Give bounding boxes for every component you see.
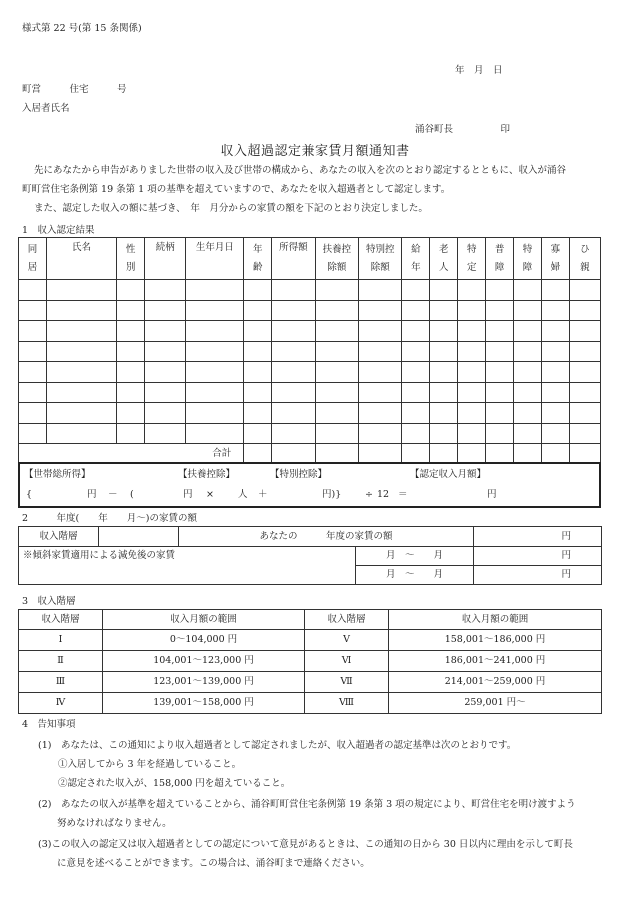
table-cell[interactable] — [315, 444, 358, 464]
table-cell[interactable] — [186, 300, 244, 321]
table-cell[interactable] — [315, 362, 358, 383]
table-cell[interactable] — [541, 280, 569, 301]
formula-divide: ÷ — [365, 489, 373, 500]
table-cell[interactable] — [486, 423, 514, 444]
household-income-label: 【世帯総所得】 — [24, 469, 91, 480]
section2-heading: 2 年度( 年 月～)の家賃の額 — [22, 513, 197, 524]
col-header: 氏名 — [46, 238, 116, 280]
table-cell[interactable] — [19, 280, 47, 301]
table-cell[interactable] — [19, 403, 47, 424]
class-cell: Ⅲ — [19, 672, 103, 693]
table-cell[interactable] — [272, 280, 315, 301]
table-cell[interactable] — [145, 403, 186, 424]
table-cell[interactable] — [514, 321, 542, 342]
table-cell[interactable] — [569, 403, 600, 424]
table-cell[interactable] — [569, 341, 600, 362]
col-header: 同 居 — [19, 238, 47, 280]
formula-times: × — [206, 489, 214, 500]
table-cell[interactable] — [145, 280, 186, 301]
table-cell[interactable] — [402, 382, 430, 403]
table-cell[interactable] — [458, 362, 486, 383]
formula-open: { — [26, 489, 33, 500]
table-cell[interactable] — [315, 280, 358, 301]
table-cell[interactable] — [272, 403, 315, 424]
range-cell: 123,001～139,000 円 — [103, 672, 305, 693]
table-cell[interactable] — [145, 382, 186, 403]
table-cell[interactable] — [541, 382, 569, 403]
range-cell: 158,001～186,000 円 — [389, 630, 602, 651]
table-cell[interactable] — [486, 341, 514, 362]
table-row — [19, 362, 601, 383]
table-cell[interactable] — [315, 423, 358, 444]
table-cell[interactable] — [359, 321, 402, 342]
range-cell: 186,001～241,000 円 — [389, 651, 602, 672]
table-cell[interactable] — [244, 423, 272, 444]
notice-item-3: (3)この収入の認定又は収入超過者としての認定について意見があるときは、この通知の日から 30 日以内に理由を示して町長 — [38, 839, 573, 850]
col-header: 所得額 — [272, 238, 315, 280]
table-cell[interactable] — [244, 444, 272, 464]
table-cell[interactable] — [186, 341, 244, 362]
col-header: 続柄 — [145, 238, 186, 280]
class-header: 収入階層 — [19, 610, 103, 630]
table-row — [19, 341, 601, 362]
table-cell[interactable] — [244, 321, 272, 342]
table-row — [19, 300, 601, 321]
formula-twelve: 12 — [377, 489, 390, 500]
table-cell[interactable] — [272, 300, 315, 321]
formula-equals: ＝ — [398, 489, 408, 500]
housing-address: 町営 住宅 号 — [22, 84, 127, 95]
table-cell[interactable] — [458, 321, 486, 342]
table-cell[interactable] — [541, 362, 569, 383]
table-cell[interactable] — [402, 362, 430, 383]
table-cell[interactable] — [46, 403, 116, 424]
table-cell[interactable] — [359, 444, 402, 464]
table-cell[interactable] — [359, 423, 402, 444]
income-class-table — [18, 609, 602, 714]
table-row — [19, 423, 601, 444]
table-cell[interactable] — [19, 341, 47, 362]
income-calculation-box — [18, 462, 601, 508]
formula-plus: ＋ — [258, 489, 268, 500]
period-2[interactable]: 月 ～ 月 — [356, 566, 474, 585]
table-cell[interactable] — [402, 444, 430, 464]
table-cell[interactable] — [46, 280, 116, 301]
class-cell: Ⅵ — [305, 651, 389, 672]
table-cell[interactable] — [430, 280, 458, 301]
table-cell[interactable] — [117, 341, 145, 362]
table-cell[interactable] — [569, 321, 600, 342]
table-cell[interactable] — [145, 300, 186, 321]
col-header: 普 障 — [486, 238, 514, 280]
period-2-yen[interactable]: 円 — [474, 566, 602, 585]
table-cell[interactable] — [402, 300, 430, 321]
table-cell[interactable] — [244, 382, 272, 403]
table-cell[interactable] — [46, 382, 116, 403]
range-header: 収入月額の範囲 — [103, 610, 305, 630]
table-cell[interactable] — [569, 382, 600, 403]
table-cell[interactable] — [402, 403, 430, 424]
form-number: 様式第 22 号(第 15 条関係) — [22, 23, 142, 34]
section3-heading: 3 収入階層 — [22, 596, 76, 607]
table-row — [19, 693, 602, 714]
notice-item-3-cont: に意見を述べることができます。この場合は、涌谷町まで連絡ください。 — [57, 858, 370, 869]
period-1-yen[interactable]: 円 — [474, 547, 602, 566]
table-cell[interactable] — [458, 300, 486, 321]
formula-yen1: 円 — [87, 489, 97, 500]
table-cell[interactable] — [486, 444, 514, 464]
formula-persons: 人 — [238, 489, 248, 500]
table-cell[interactable] — [458, 403, 486, 424]
table-cell[interactable] — [117, 403, 145, 424]
income-class-value[interactable] — [99, 527, 179, 547]
table-cell[interactable] — [458, 341, 486, 362]
table-cell[interactable] — [117, 280, 145, 301]
table-cell[interactable] — [430, 403, 458, 424]
table-cell[interactable] — [402, 423, 430, 444]
issue-date: 年 月 日 — [455, 65, 503, 76]
special-deduction-label: 【特別控除】 — [270, 469, 328, 480]
table-cell[interactable] — [514, 423, 542, 444]
class-cell: Ⅳ — [19, 693, 103, 714]
formula-paren: ( — [130, 489, 134, 500]
table-cell[interactable] — [117, 300, 145, 321]
table-cell[interactable] — [315, 382, 358, 403]
table-cell[interactable] — [19, 423, 47, 444]
table-cell[interactable] — [315, 321, 358, 342]
table-row — [19, 651, 602, 672]
table-cell[interactable] — [359, 341, 402, 362]
class-header: 収入階層 — [305, 610, 389, 630]
table-cell[interactable] — [46, 321, 116, 342]
table-cell[interactable] — [145, 321, 186, 342]
table-row — [19, 672, 602, 693]
table-cell[interactable] — [430, 321, 458, 342]
table-cell[interactable] — [145, 423, 186, 444]
section4-heading: 4 告知事項 — [22, 719, 76, 730]
table-cell[interactable] — [569, 280, 600, 301]
table-cell[interactable] — [117, 423, 145, 444]
col-header: 扶養控 除額 — [315, 238, 358, 280]
rent-row-main — [19, 527, 602, 547]
table-cell[interactable] — [272, 382, 315, 403]
table-cell[interactable] — [514, 403, 542, 424]
class-cell: Ⅴ — [305, 630, 389, 651]
table-cell[interactable] — [569, 423, 600, 444]
table-cell[interactable] — [244, 341, 272, 362]
class-table-header — [19, 610, 602, 630]
table-cell[interactable] — [458, 444, 486, 464]
table-cell[interactable] — [541, 341, 569, 362]
table-cell[interactable] — [244, 300, 272, 321]
total-label: 合計 — [19, 444, 244, 464]
table-cell[interactable] — [458, 382, 486, 403]
table-cell[interactable] — [486, 321, 514, 342]
table-cell[interactable] — [272, 362, 315, 383]
table-cell[interactable] — [430, 382, 458, 403]
table-cell[interactable] — [186, 382, 244, 403]
col-header: 性 別 — [117, 238, 145, 280]
notice-item-1-a: ①入居してから 3 年を経過していること。 — [58, 759, 242, 770]
intro-line-3: また、認定した収入の額に基づき、 年 月分からの家賃の額を下記のとおり決定しました。 — [34, 203, 428, 214]
range-header: 収入月額の範囲 — [389, 610, 602, 630]
rent-row-reduction-1 — [19, 547, 602, 566]
table-cell[interactable] — [569, 362, 600, 383]
table-cell[interactable] — [117, 321, 145, 342]
table-cell[interactable] — [359, 382, 402, 403]
col-header: ひ 親 — [569, 238, 600, 280]
income-table — [18, 237, 601, 464]
col-header: 年 齢 — [244, 238, 272, 280]
rent-yen[interactable]: 円 — [474, 527, 602, 547]
table-cell[interactable] — [19, 300, 47, 321]
table-cell[interactable] — [430, 444, 458, 464]
formula-yen3: 円)} — [322, 489, 342, 500]
range-cell: 104,001～123,000 円 — [103, 651, 305, 672]
table-cell[interactable] — [46, 300, 116, 321]
col-header: 特別控 除額 — [359, 238, 402, 280]
table-cell[interactable] — [430, 423, 458, 444]
class-cell: Ⅱ — [19, 651, 103, 672]
table-cell[interactable] — [458, 423, 486, 444]
table-cell[interactable] — [402, 321, 430, 342]
table-cell[interactable] — [359, 300, 402, 321]
table-cell[interactable] — [514, 444, 542, 464]
col-header: 給 年 — [402, 238, 430, 280]
table-cell[interactable] — [486, 300, 514, 321]
table-cell[interactable] — [359, 280, 402, 301]
table-cell[interactable] — [541, 403, 569, 424]
table-cell[interactable] — [145, 362, 186, 383]
reduction-label: ※傾斜家賃適用による減免後の家賃 — [19, 547, 356, 585]
table-cell[interactable] — [19, 362, 47, 383]
table-cell[interactable] — [244, 362, 272, 383]
range-cell: 214,001～259,000 円 — [389, 672, 602, 693]
table-cell[interactable] — [541, 444, 569, 464]
your-rent-label: あなたの 年度の家賃の額 — [179, 527, 474, 547]
period-1[interactable]: 月 ～ 月 — [356, 547, 474, 566]
formula-yen4: 円 — [487, 489, 497, 500]
table-cell[interactable] — [315, 341, 358, 362]
income-table-header — [19, 238, 601, 280]
table-cell[interactable] — [430, 341, 458, 362]
table-cell[interactable] — [541, 300, 569, 321]
table-cell[interactable] — [117, 382, 145, 403]
table-cell[interactable] — [514, 341, 542, 362]
table-cell[interactable] — [272, 321, 315, 342]
table-cell[interactable] — [315, 403, 358, 424]
recognized-income-label: 【認定収入月額】 — [410, 469, 487, 480]
table-cell[interactable] — [486, 382, 514, 403]
table-row — [19, 630, 602, 651]
table-cell[interactable] — [569, 444, 600, 464]
class-cell: Ⅷ — [305, 693, 389, 714]
class-cell: Ⅶ — [305, 672, 389, 693]
notice-item-2: (2) あなたの収入が基準を超えていることから、涌谷町町営住宅条例第 19 条第 3 項の規定により、町営住宅を明け渡すよう — [38, 799, 576, 810]
table-cell[interactable] — [430, 300, 458, 321]
table-cell[interactable] — [186, 362, 244, 383]
formula-yen2: 円 — [183, 489, 193, 500]
table-cell[interactable] — [117, 362, 145, 383]
table-cell[interactable] — [541, 423, 569, 444]
class-cell: Ⅰ — [19, 630, 103, 651]
col-header: 特 障 — [514, 238, 542, 280]
intro-line-2: 町町営住宅条例第 19 条第 1 項の基準を超えていますので、あなたを収入超過者として認定します。 — [22, 184, 451, 195]
table-cell[interactable] — [514, 300, 542, 321]
range-cell: 259,001 円～ — [389, 693, 602, 714]
table-cell[interactable] — [272, 341, 315, 362]
table-cell[interactable] — [272, 444, 315, 464]
table-cell[interactable] — [19, 321, 47, 342]
table-cell[interactable] — [569, 300, 600, 321]
table-cell[interactable] — [402, 341, 430, 362]
page-title: 収入超過認定兼家賃月額通知書 — [220, 144, 410, 159]
table-cell[interactable] — [244, 280, 272, 301]
notice-item-1-b: ②認定された収入が、158,000 円を超えていること。 — [58, 778, 291, 789]
table-cell[interactable] — [430, 362, 458, 383]
range-cell: 0～104,000 円 — [103, 630, 305, 651]
section1-heading: 1 収入認定結果 — [22, 225, 95, 236]
notice-item-1: (1) あなたは、この通知により収入超過者として認定されましたが、収入超過者の認定基準は次のとおりです。 — [38, 740, 517, 751]
table-cell[interactable] — [402, 280, 430, 301]
table-cell[interactable] — [186, 321, 244, 342]
table-row — [19, 382, 601, 403]
table-cell[interactable] — [46, 362, 116, 383]
col-header: 生年月日 — [186, 238, 244, 280]
range-cell: 139,001～158,000 円 — [103, 693, 305, 714]
table-cell[interactable] — [272, 423, 315, 444]
intro-line-1: 先にあなたから申告がありました世帯の収入及び世帯の構成から、あなたの収入を次のとおり認定するとともに、収入が涌谷 — [34, 165, 567, 176]
table-cell[interactable] — [458, 280, 486, 301]
notice-item-2-cont: 努めなければなりません。 — [57, 818, 172, 829]
col-header: 寡 婦 — [541, 238, 569, 280]
table-cell[interactable] — [186, 403, 244, 424]
table-cell[interactable] — [145, 341, 186, 362]
table-row — [19, 321, 601, 342]
table-cell[interactable] — [486, 362, 514, 383]
income-class-label: 収入階層 — [19, 527, 99, 547]
rent-table — [18, 526, 602, 585]
table-cell[interactable] — [541, 321, 569, 342]
table-cell[interactable] — [244, 403, 272, 424]
table-cell[interactable] — [486, 403, 514, 424]
table-cell[interactable] — [359, 403, 402, 424]
table-cell[interactable] — [514, 362, 542, 383]
table-row — [19, 280, 601, 301]
table-cell[interactable] — [46, 341, 116, 362]
col-header: 特 定 — [458, 238, 486, 280]
table-cell[interactable] — [19, 382, 47, 403]
table-cell[interactable] — [315, 300, 358, 321]
col-header: 老 人 — [430, 238, 458, 280]
table-cell[interactable] — [514, 382, 542, 403]
table-cell[interactable] — [186, 423, 244, 444]
table-cell[interactable] — [486, 280, 514, 301]
dependent-deduction-label: 【扶養控除】 — [178, 469, 236, 480]
income-total-row — [19, 444, 601, 464]
resident-name-label: 入居者氏名 — [22, 103, 70, 114]
table-row — [19, 403, 601, 424]
table-cell[interactable] — [46, 423, 116, 444]
table-cell[interactable] — [514, 280, 542, 301]
table-cell[interactable] — [359, 362, 402, 383]
table-cell[interactable] — [186, 280, 244, 301]
formula-minus: － — [108, 489, 118, 500]
issuer-line: 涌谷町長 印 — [415, 124, 511, 135]
